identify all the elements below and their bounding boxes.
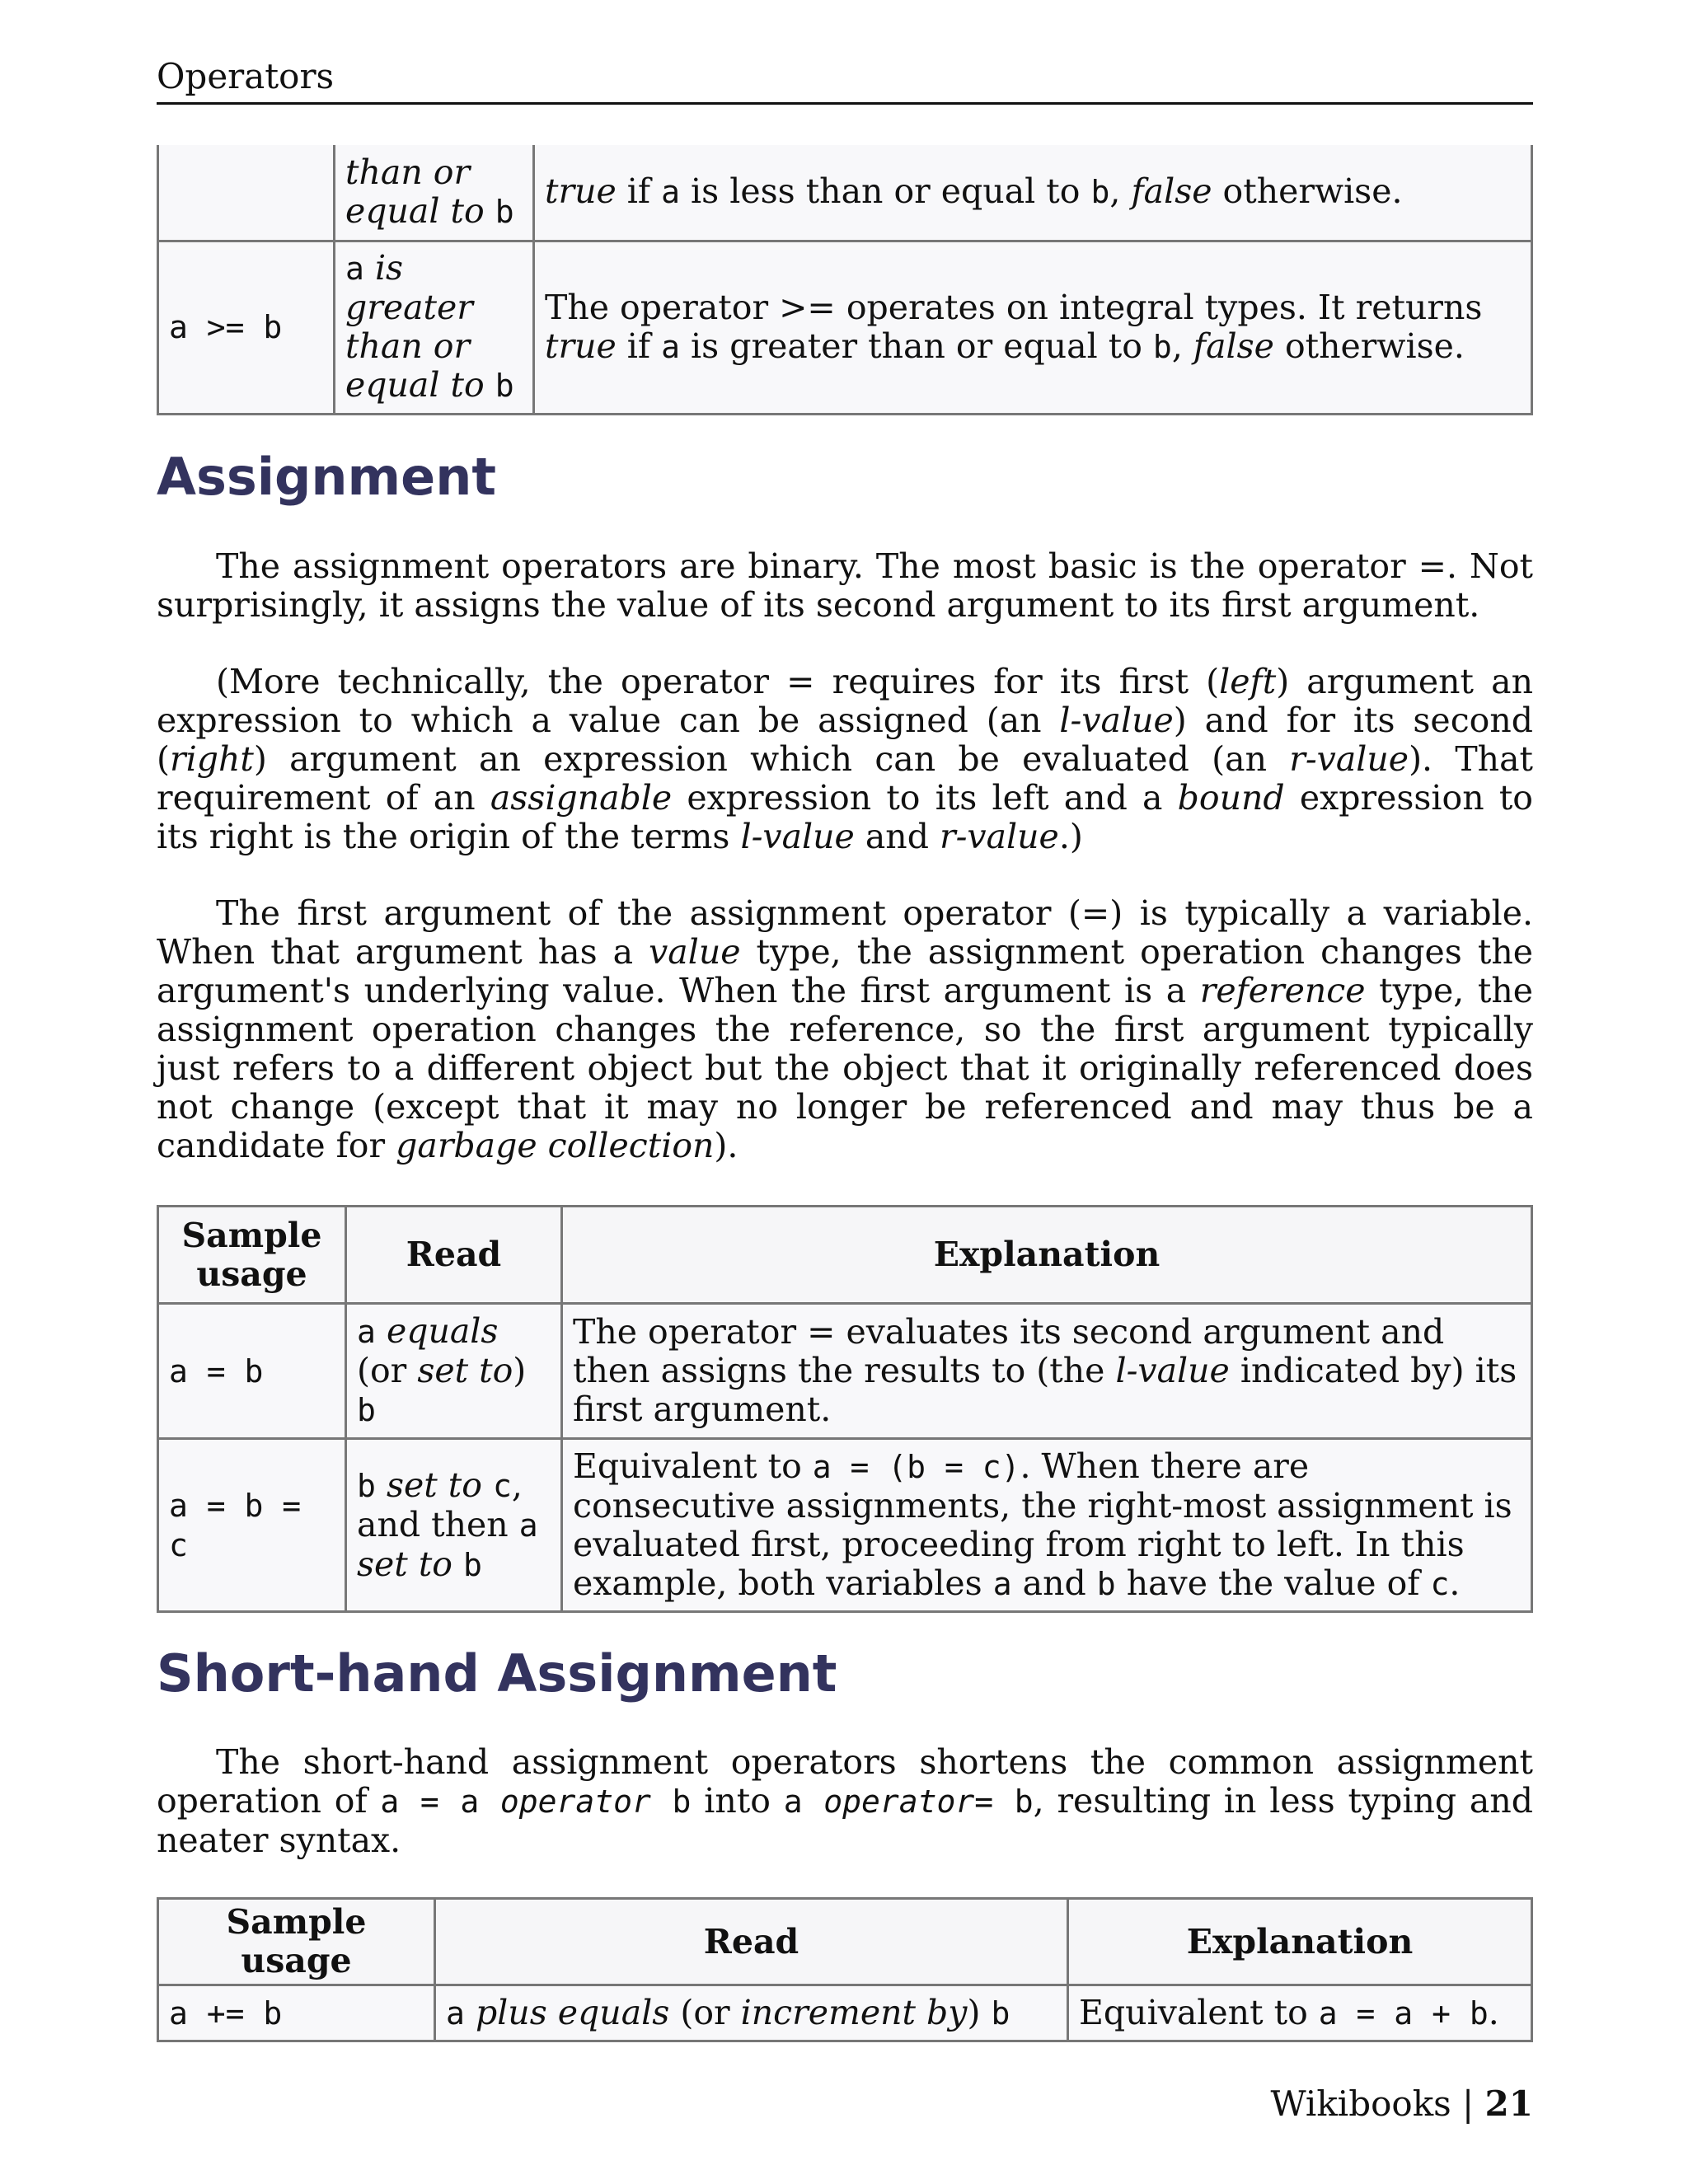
comparison-table-continued [157, 145, 1533, 415]
table-cell-explanation: The operator >= operates on integral types. It returns true if a is greater than or equal to b, false otherwise. [534, 241, 1532, 414]
table-cell-usage: a >= b [158, 241, 335, 414]
table-cell-usage [158, 145, 335, 241]
table-header-row [158, 1899, 1532, 1985]
section-heading-short-hand-assignment: Short-hand Assignment [157, 1643, 837, 1704]
table-header-row [158, 1207, 1532, 1304]
column-header-explanation: Explanation [1068, 1899, 1532, 1985]
section-heading-assignment: Assignment [157, 447, 496, 507]
column-header-read: Read [435, 1899, 1068, 1985]
header-rule [157, 102, 1533, 105]
table-cell-usage: a += b [158, 1985, 435, 2041]
paragraph: The short-hand assignment operators shortens the common assignment operation of a = a operator b into a operator= b, resulting in less typing and neater syntax. [157, 1742, 1533, 1860]
table-row [158, 1439, 1532, 1612]
column-header-explanation: Explanation [562, 1207, 1532, 1304]
column-header-read: Read [346, 1207, 562, 1304]
page-number: 21 [1484, 2083, 1533, 2124]
table-cell-read: a equals (or set to) b [346, 1304, 562, 1439]
paragraph: The assignment operators are binary. The most basic is the operator =. Not surprisingly, it assigns the value of its second argument to its first argument. [157, 546, 1533, 625]
table-row [158, 1304, 1532, 1439]
table-cell-explanation: true if a is less than or equal to b, false otherwise. [534, 145, 1532, 241]
table-cell-read: b set to c, and then a set to b [346, 1439, 562, 1612]
paragraph: (More technically, the operator = requires for its first (left) argument an expression to which a value can be assigned (an l-value) and for its second (right) argument an expression which can be evaluated (an r-value). That requirement of an assignable expression to its left and a bound expression to its right is the origin of the terms l-value and r-value.) [157, 662, 1533, 856]
table-cell-usage: a = b [158, 1304, 346, 1439]
table-cell-explanation: The operator = evaluates its second argument and then assigns the results to (the l-value indicated by) its first argument. [562, 1304, 1532, 1439]
table-cell-read: a is greater than or equal to b [335, 241, 534, 414]
short-hand-table [157, 1897, 1533, 2042]
assignment-table [157, 1205, 1533, 1613]
column-header-usage: Sample usage [158, 1207, 346, 1304]
table-cell-read: than or equal to b [335, 145, 534, 241]
running-header: Operators [157, 56, 335, 96]
column-header-usage: Sample usage [158, 1899, 435, 1985]
table-cell-explanation: Equivalent to a = a + b. [1068, 1985, 1532, 2041]
table-row [158, 145, 1532, 241]
paragraph: The first argument of the assignment operator (=) is typically a variable. When that argument has a value type, the assignment operation changes the argument's underlying value. When the first argument is a reference type, the assignment operation changes the reference, so the first argument typically just refers to a different object but the object that it originally referenced does not change (except that it may no longer be referenced and may thus be a candidate for garbage collection). [157, 893, 1534, 1165]
table-cell-usage: a = b = c [158, 1439, 346, 1612]
footer-source: Wikibooks | [1270, 2083, 1485, 2124]
table-cell-explanation: Equivalent to a = (b = c). When there are consecutive assignments, the right-most assignment is evaluated first, proceeding from right to left. In this example, both variables a and b have the value of c. [562, 1439, 1532, 1612]
table-row [158, 1985, 1532, 2041]
page-footer [1270, 2083, 1533, 2124]
table-cell-read: a plus equals (or increment by) b [435, 1985, 1068, 2041]
table-row [158, 241, 1532, 414]
